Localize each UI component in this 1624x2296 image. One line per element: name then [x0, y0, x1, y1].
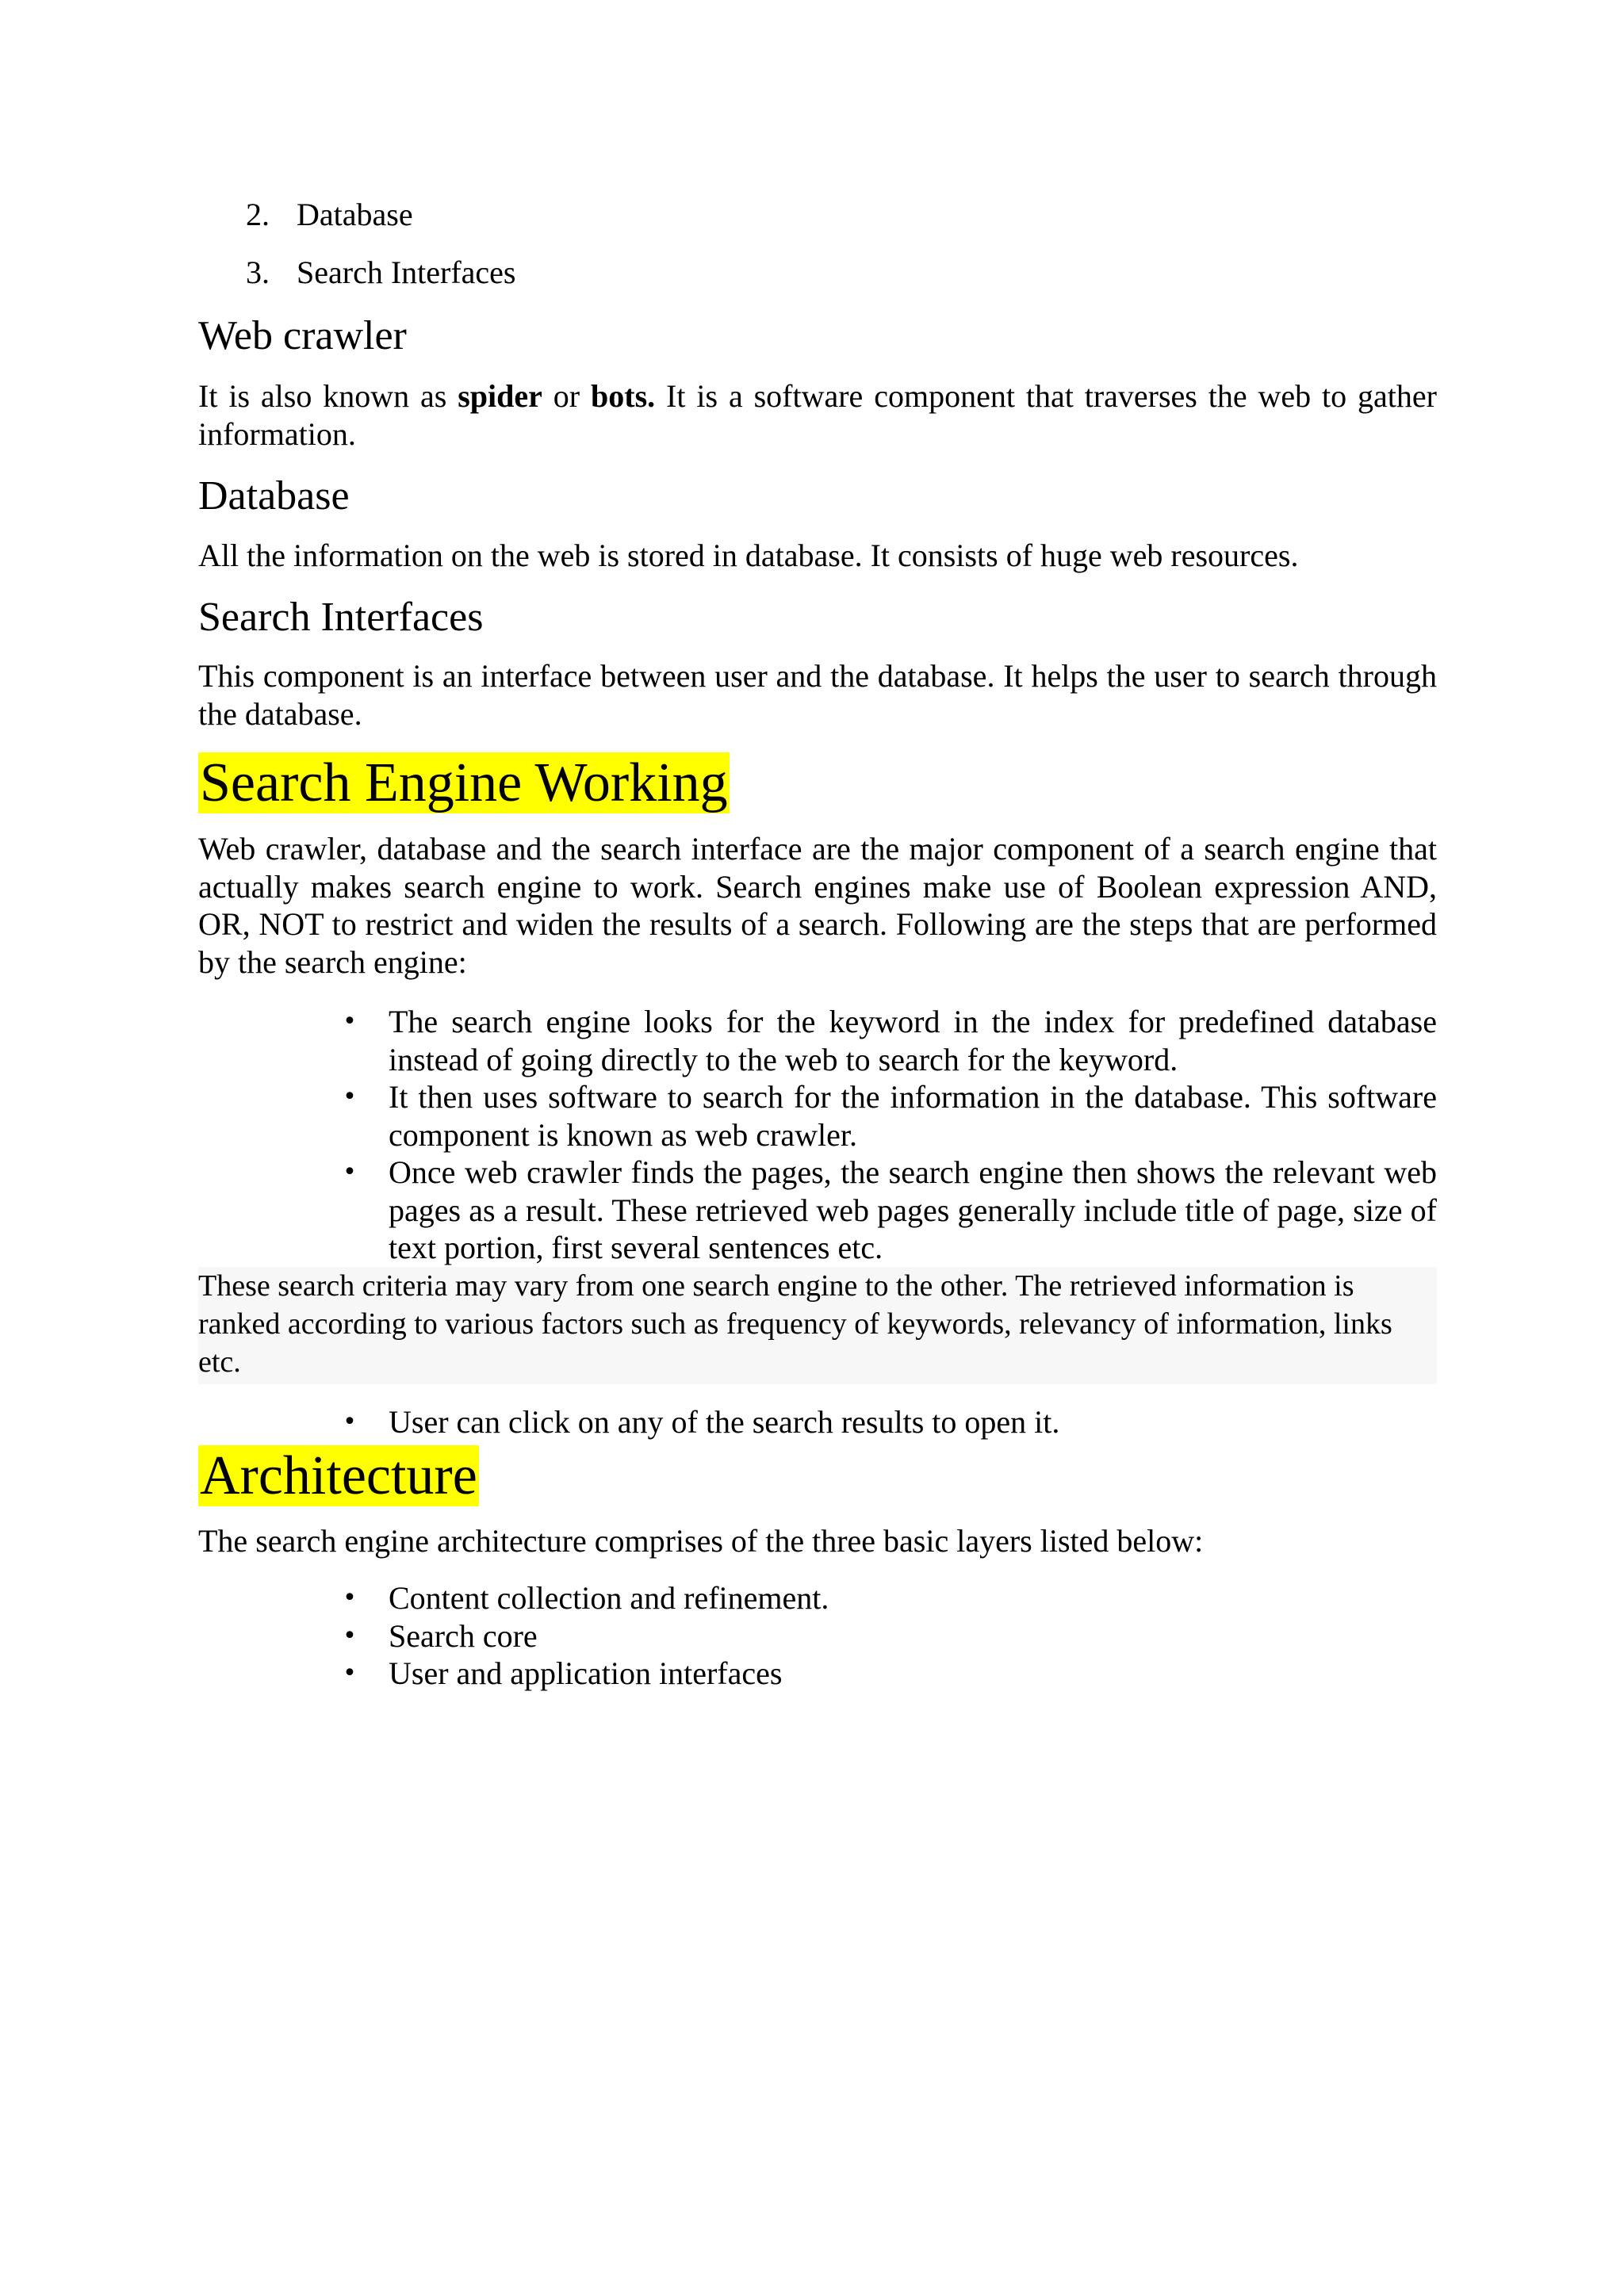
- list-item: [198, 1403, 1437, 1441]
- list-item-text: Search Interfaces: [297, 254, 516, 290]
- list-item-text: It then uses software to search for the information in the database. This software component is known as web crawler.: [389, 1079, 1437, 1153]
- list-item: [198, 1579, 1437, 1617]
- working-bullet-list: [198, 1003, 1437, 1267]
- list-item-text: User can click on any of the search results to open it.: [389, 1404, 1060, 1440]
- working-final-bullet-list: [198, 1403, 1437, 1441]
- list-item-text: The search engine looks for the keyword in the index for predefined database instead of going directly to the web to search for the keyword.: [389, 1004, 1437, 1077]
- heading-database: Database: [198, 473, 350, 519]
- list-number: 2.: [246, 197, 270, 232]
- bullet-icon: •: [343, 1621, 357, 1650]
- bullet-icon: •: [343, 1584, 357, 1612]
- bullet-icon: •: [343, 1083, 357, 1111]
- note-box: These search criteria may vary from one search engine to the other. The retrieved information is ranked according to various factors such as frequency of keywords, relevancy of information, links etc.: [198, 1267, 1437, 1384]
- bullet-icon: •: [343, 1008, 357, 1035]
- bullet-icon: •: [343, 1659, 357, 1687]
- highlighted-heading-text: Search Engine Working: [200, 752, 728, 813]
- highlighted-heading-text: Architecture: [200, 1445, 477, 1506]
- list-item-text: User and application interfaces: [389, 1655, 783, 1691]
- paragraph-database: All the information on the web is stored in database. It consists of huge web resources.: [198, 538, 1299, 573]
- numbered-list-item: [246, 196, 413, 234]
- paragraph-architecture-intro: The search engine architecture comprises of the three basic layers listed below:: [198, 1523, 1204, 1559]
- paragraph-working-intro: Web crawler, database and the search interface are the major component of a search engine that actually makes search engine to work. Search engines make use of Boolean expression AND, OR, NOT to restrict and widen the results of a search. Following are the steps that are performed by the search engine:: [198, 831, 1437, 980]
- list-item: [198, 1078, 1437, 1154]
- list-item: [198, 1617, 1437, 1655]
- list-item-text: Once web crawler finds the pages, the search engine then shows the relevant web pages as a result. These retrieved web pages generally include title of page, size of text portion, first several sentences etc.: [389, 1154, 1437, 1265]
- bullet-icon: •: [343, 1408, 357, 1436]
- paragraph-search-interfaces: This component is an interface between user and the database. It helps the user to search through the database.: [198, 658, 1437, 732]
- architecture-bullet-list: [198, 1579, 1437, 1693]
- text-run: It is a software component that traverses the web to gather information.: [198, 378, 1437, 452]
- bold-term-spider: spider: [458, 378, 542, 414]
- list-item-text: Database: [297, 197, 413, 232]
- bullet-icon: •: [343, 1158, 357, 1186]
- numbered-list-item: [246, 254, 515, 292]
- heading-search-engine-working: [198, 752, 730, 815]
- list-item: [198, 1003, 1437, 1078]
- text-run: or: [542, 378, 592, 414]
- list-item: [198, 1655, 1437, 1693]
- heading-web-crawler: Web crawler: [198, 313, 407, 358]
- heading-search-interfaces: Search Interfaces: [198, 595, 484, 640]
- list-number: 3.: [246, 254, 270, 290]
- list-item: [198, 1154, 1437, 1267]
- heading-architecture: [198, 1445, 479, 1508]
- list-item-text: Search core: [389, 1617, 538, 1654]
- list-item-text: Content collection and refinement.: [389, 1580, 829, 1616]
- text-run: It is also known as: [198, 378, 458, 414]
- paragraph-web-crawler: [198, 377, 1437, 453]
- bold-term-bots: bots.: [591, 378, 656, 414]
